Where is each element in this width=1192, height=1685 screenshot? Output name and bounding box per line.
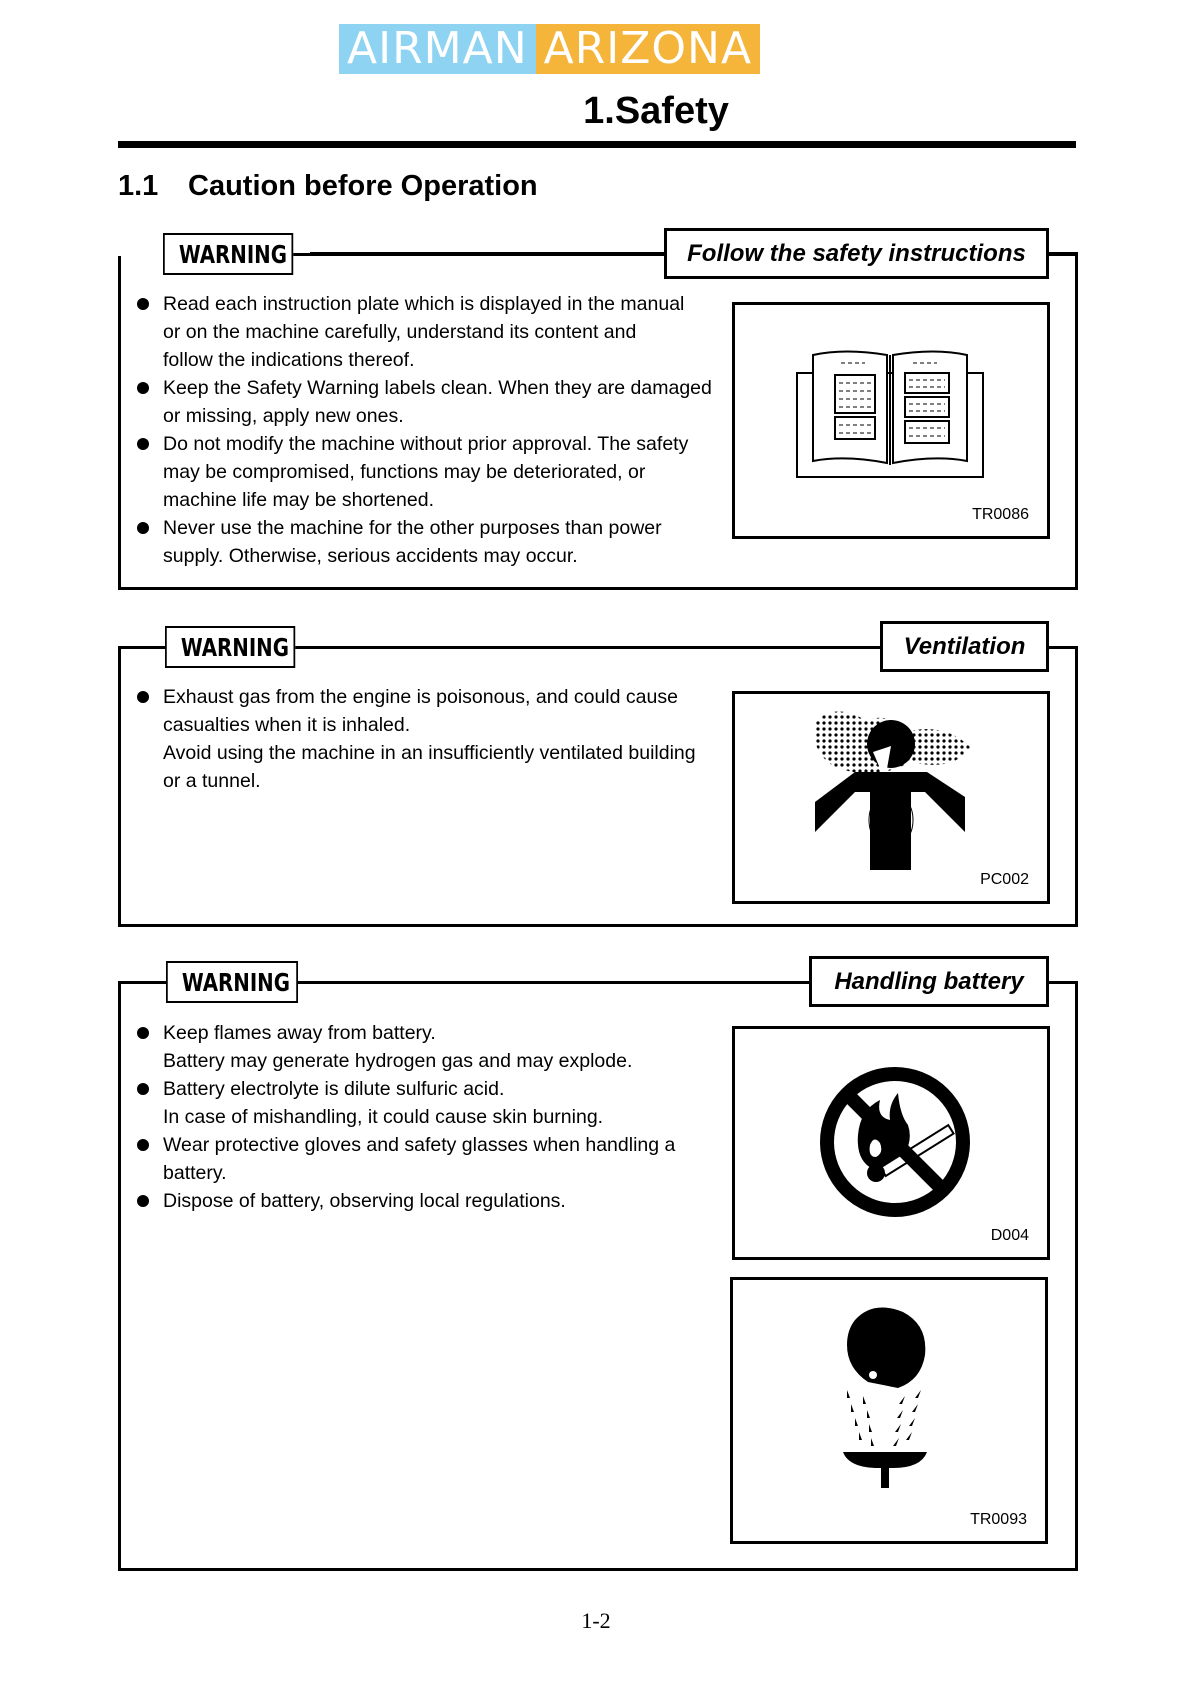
figure-manual <box>732 302 1050 539</box>
airman-arizona-logo <box>339 24 760 74</box>
list-item: Keep flames away from battery. Battery may generate hydrogen gas and may explode. <box>118 1019 738 1075</box>
page-number: 1-2 <box>581 1608 611 1633</box>
warning-label <box>166 961 298 1003</box>
section-title: Caution before Operation <box>188 170 538 202</box>
list-item: Exhaust gas from the engine is poisonous, and could cause casualties when it is inhaled. <box>118 683 738 739</box>
open-manual-icon <box>795 343 985 483</box>
figure-code: D004 <box>990 1227 1029 1244</box>
warning-label <box>165 626 295 668</box>
bullet-list <box>118 683 738 739</box>
list-item: Dispose of battery, observing local regulations. <box>118 1187 738 1215</box>
logo-part-airman: AIRMAN <box>339 24 536 74</box>
block-text <box>118 683 738 795</box>
bullet-list <box>118 290 718 570</box>
list-item: Read each instruction plate which is displayed in the manual or on the machine carefully, understand its content and follow the indications thereof. <box>118 290 718 374</box>
list-item: Battery electrolyte is dilute sulfuric acid. In case of mishandling, it could cause skin burning. <box>118 1075 738 1131</box>
list-item: Wear protective gloves and safety glasses when handling a battery. <box>118 1131 738 1187</box>
list-item: Never use the machine for the other purposes than power supply. Otherwise, serious accidents may occur. <box>118 514 718 570</box>
warning-label <box>163 233 293 275</box>
figure-ventilation <box>732 691 1050 904</box>
block-title: Ventilation <box>880 621 1049 672</box>
warning-label-text: WARNING <box>181 967 290 997</box>
list-item: Do not modify the machine without prior approval. The safety may be compromised, functions may be deteriorated, or machine life may be shortened. <box>118 430 718 514</box>
block-title: Handling battery <box>809 956 1049 1007</box>
acid-splash-face-icon <box>833 1300 943 1490</box>
block-title: Follow the safety instructions <box>664 228 1049 279</box>
list-item: Keep the Safety Warning labels clean. When they are damaged or missing, apply new ones. <box>118 374 718 430</box>
figure-no-flame <box>732 1026 1050 1260</box>
figure-code: PC002 <box>980 871 1029 888</box>
figure-acid-splash <box>730 1277 1048 1544</box>
logo-part-arizona: ARIZONA <box>536 24 760 74</box>
toxic-gas-person-icon <box>815 702 975 872</box>
warning-label-text: WARNING <box>178 239 287 269</box>
warning-label-text: WARNING <box>180 632 289 662</box>
section-heading <box>118 170 538 203</box>
no-open-flame-icon <box>818 1065 972 1219</box>
page-title: 1.Safety <box>583 90 729 132</box>
block-text <box>118 1019 738 1215</box>
title-rule <box>118 141 1076 148</box>
bullet-list <box>118 1019 738 1215</box>
section-number: 1.1 <box>118 170 159 202</box>
figure-code: TR0086 <box>972 506 1029 523</box>
continuation-text: Avoid using the machine in an insufficiently ventilated building or a tunnel. <box>163 742 696 792</box>
figure-code: TR0093 <box>970 1511 1027 1528</box>
block-text <box>118 290 718 570</box>
